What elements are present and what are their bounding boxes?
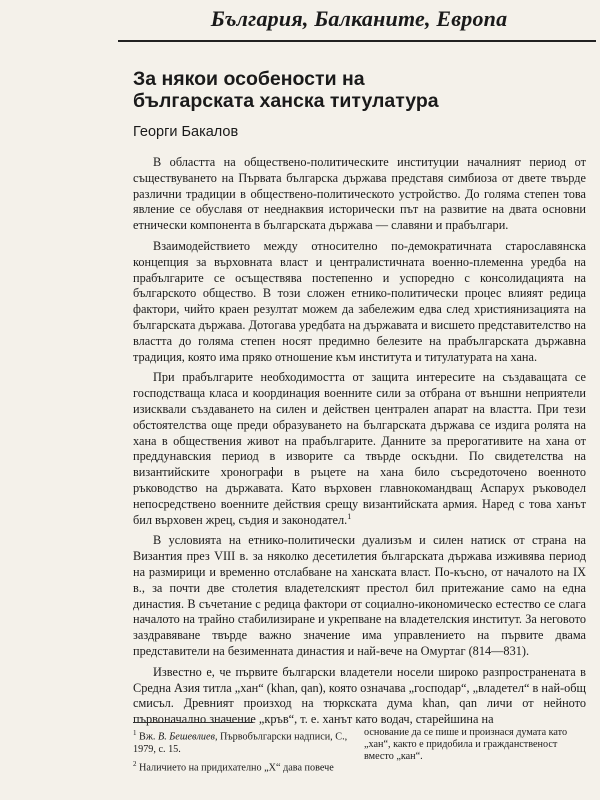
article-body xyxy=(133,155,586,733)
footnote-1-prefix: Вж. xyxy=(139,731,156,743)
article-title-line-2: българската ханска титулатура xyxy=(133,90,439,112)
paragraph-1 xyxy=(133,155,586,234)
footnote-1 xyxy=(133,727,358,756)
paragraph-4 xyxy=(133,533,586,659)
paragraph-3-text: При прабългарите необходимостта от защита интересите на създаващата се господстваща класа и координация военните сили за отбрана от външни неприятели изисквали създаването на силен и действен централен апарат на властта. При тези обстоятелства още преди образуването на българската държава се издига ролята на хана в обществения живот на прабългарите. Данните за прерогативите на хана от преддунавския период в изворите са твърде оскъдни. По свидетелства на византийските хронографи в ръцете на хана било съсредоточено военното ръководство на държавата. Като върховен главнокомандващ Аспарух ръководел непосредствено военните действия срещу византийската армия. Наред с това ханът бил върховен жрец, съдия и законодател. xyxy=(133,370,586,527)
footnotes xyxy=(133,727,586,776)
footnote-2-text: Наличието на придихателно „Х“ дава повече xyxy=(139,762,334,774)
author-name: Георги Бакалов xyxy=(133,124,239,140)
paragraph-5-text: Известно е, че първите български владетели носели широко разпространената в Средна Азия титла „хан“ (khan, qan), която означава „господар“, „владетел“ в най-общ смисъл. Древният произход на тюркската дума khan, qan личи от нейното първоначално значение „кръв“, т. е. ханът като водач, старейшина на xyxy=(133,664,586,727)
paragraph-1-text: В областта на обществено-политическите институции началният период от съществуването на Първата българска държава представя симбиоза от двете твърде различни традиции в обществено-политическото устройство. До голяма степен това явление се обуславя от нееднаквия исторически път на развитие на двата основни етнически компонента в българската държава — славяни и прабългари. xyxy=(133,155,586,233)
paragraph-4-text: В условията на етнико-политически дуализъм и силен натиск от страна на Византия през VIII в. за няколко десетилетия българската държава изживява период на размирици и временно отслабване на ханската власт. По-късно, от началото на IX в., за почти две столетия владетелският престол бил притежание само на една династия. В съчетание с редица фактори от социално-икономическо естество се слага началото на трайно стабилизиране и укрепване на владетелския институт. За неговото заздравяване твърде важно значение има управлението на първите двама представители на безименната династия и най-вече на Омуртаг (814—831). xyxy=(133,533,586,658)
footnote-1-mark: 1 xyxy=(133,729,137,737)
section-header: България, Балканите, Европа xyxy=(210,6,508,31)
article-title xyxy=(133,68,593,112)
footnote-2-continued: основание да се пише и произнася думата като „хан“, както е придобила и гражданственост вместо „кан“. xyxy=(364,727,568,763)
footnote-2-mark: 2 xyxy=(133,759,137,768)
paragraph-2-text: Взаимодействието между относително по-демократичната старославянска концепция за върховната власт и централистичната военно-племенна уредба на прабългарите се осъществява постепенно и успоредно с консолидацията на българското общество. В този сложен етнико-политически процес влияят редица фактори, чийто краен резултат можем да забележим едва след християнизацията на българската държава. Дотогава уредбата на държавата и висшето представителство на властта до голяма степен носят предимно белезите на прабългарската държавна традиция, която има пряко отношение към института и титулатурата на хана. xyxy=(133,238,586,364)
footnote-rule xyxy=(133,722,253,723)
header-rule xyxy=(118,40,596,42)
footnote-ref-1: 1 xyxy=(347,511,352,521)
paragraph-2 xyxy=(133,239,586,365)
footnote-2 xyxy=(133,758,358,775)
paragraph-3 xyxy=(133,370,586,528)
footnote-1-author: В. Бешевлиев, xyxy=(157,731,218,743)
paragraph-5 xyxy=(133,665,586,728)
article-title-line-1: За някои особености на xyxy=(133,68,365,90)
footnotes-right-column xyxy=(364,727,586,776)
footnotes-left-column xyxy=(133,727,358,776)
footnote-1-text: Първобългарски надписи, С., 1979, с. 15. xyxy=(133,731,348,755)
